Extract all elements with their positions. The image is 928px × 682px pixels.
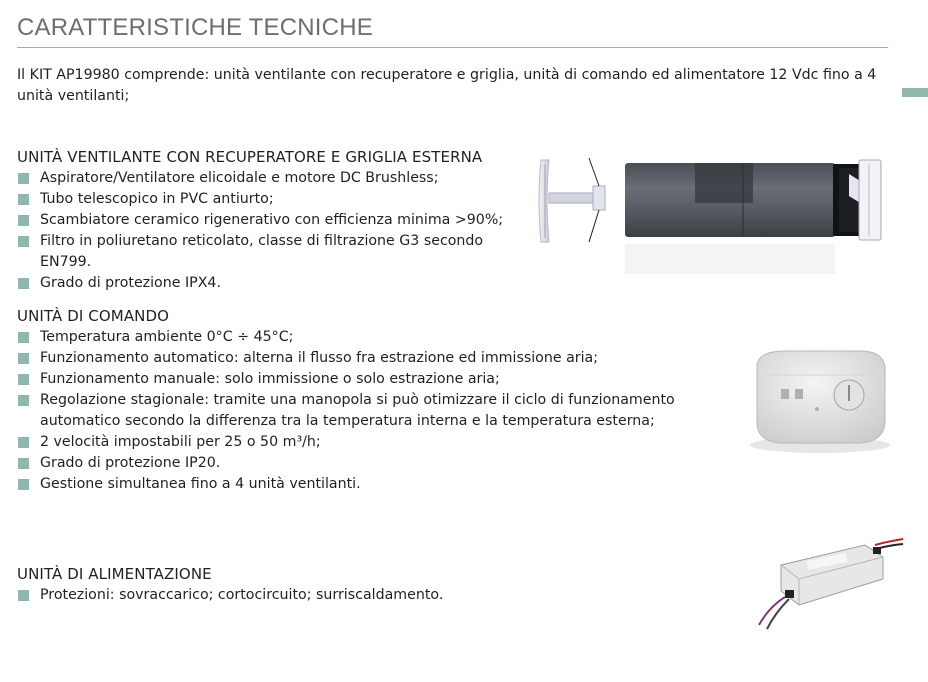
list-item	[17, 327, 697, 348]
list-item-text: Gestione simultanea fino a 4 unità ventilanti.	[40, 476, 361, 492]
page-edge-tab	[902, 88, 928, 97]
list-item	[17, 390, 697, 432]
list-item-text: Scambiatore ceramico rigenerativo con efficienza minima >90%;	[40, 212, 504, 228]
list-item	[17, 210, 527, 231]
list-item-text: Funzionamento automatico: alterna il flusso fra estrazione ed immissione aria;	[40, 350, 599, 366]
list-item-text: Filtro in poliuretano reticolato, classe di filtrazione G3 secondo EN799.	[40, 233, 484, 270]
list-item	[17, 189, 527, 210]
section-title: UNITÀ DI COMANDO	[17, 307, 170, 325]
list-item	[17, 273, 527, 294]
square-bullet-icon	[18, 278, 29, 289]
list-item	[17, 369, 697, 390]
square-bullet-icon	[18, 395, 29, 406]
list-item	[17, 432, 697, 453]
list-item-text: Protezioni: sovraccarico; cortocircuito; surriscaldamento.	[40, 587, 444, 603]
page-title: CARATTERISTICHE TECNICHE	[17, 14, 373, 41]
list-item-text: Aspiratore/Ventilatore elicoidale e motore DC Brushless;	[40, 170, 439, 186]
square-bullet-icon	[18, 374, 29, 385]
square-bullet-icon	[18, 173, 29, 184]
list-item-text: Grado di protezione IP20.	[40, 455, 221, 471]
square-bullet-icon	[18, 590, 29, 601]
list-item	[17, 168, 527, 189]
section-title: UNITÀ DI ALIMENTAZIONE	[17, 565, 212, 583]
ventilating-unit-image	[533, 150, 890, 280]
square-bullet-icon	[18, 479, 29, 490]
list-item-text: 2 velocità impostabili per 25 o 50 m³/h;	[40, 434, 321, 450]
list-item	[17, 453, 697, 474]
square-bullet-icon	[18, 236, 29, 247]
list-item	[17, 474, 697, 495]
section-title: UNITÀ VENTILANTE CON RECUPERATORE E GRIGLIA ESTERNA	[17, 148, 483, 166]
control-unit-image	[745, 345, 895, 457]
list-item-text: Temperatura ambiente 0°C ÷ 45°C;	[40, 329, 294, 345]
square-bullet-icon	[18, 437, 29, 448]
feature-list	[17, 327, 697, 495]
list-item	[17, 585, 617, 606]
square-bullet-icon	[18, 215, 29, 226]
section-control-unit	[17, 306, 697, 495]
power-supply-image	[755, 535, 905, 630]
title-divider	[17, 47, 888, 48]
list-item-text: Tubo telescopico in PVC antiurto;	[40, 191, 274, 207]
square-bullet-icon	[18, 332, 29, 343]
list-item-text: Grado di protezione IPX4.	[40, 275, 221, 291]
section-power-unit	[17, 564, 617, 606]
list-item	[17, 348, 697, 369]
list-item-text: Funzionamento manuale: solo immissione o solo estrazione aria;	[40, 371, 500, 387]
kit-description: Il KIT AP19980 comprende: unità ventilante con recuperatore e griglia, unità di comando ed alimentatore 12 Vdc fino a 4 unità ventilanti;	[17, 67, 877, 104]
list-item	[17, 231, 527, 273]
section-ventilating-unit	[17, 147, 527, 294]
square-bullet-icon	[18, 194, 29, 205]
feature-list	[17, 168, 527, 294]
square-bullet-icon	[18, 353, 29, 364]
list-item-text: Regolazione stagionale: tramite una manopola si può otimizzare il ciclo di funzionamento automatico secondo la differenza tra la temperatura interna e la temperatura esterna;	[40, 392, 675, 429]
square-bullet-icon	[18, 458, 29, 469]
feature-list	[17, 585, 617, 606]
